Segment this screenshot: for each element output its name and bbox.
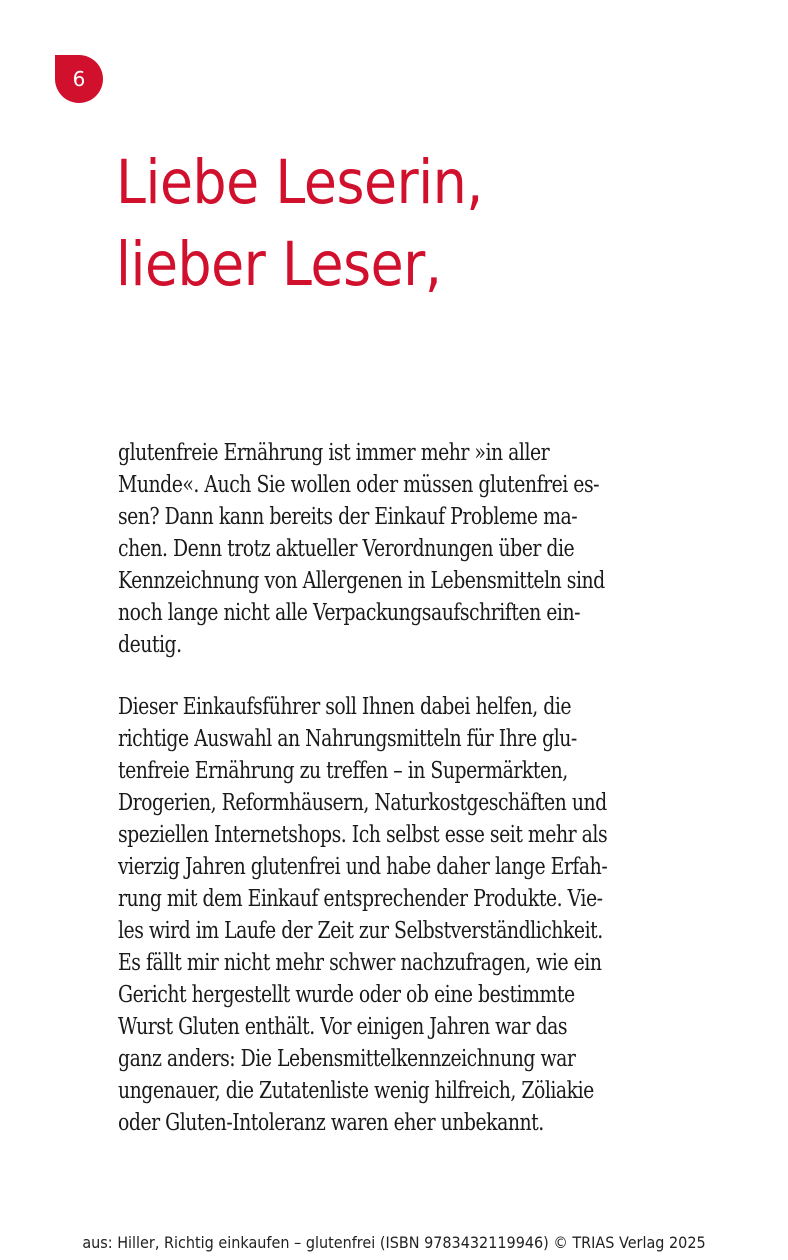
page-title [116,142,483,306]
text-line: vierzig Jahren glutenfrei und habe daher lange Erfah- [118,854,608,880]
text-line: Dieser Einkaufsführer soll Ihnen dabei helfen, die [118,694,572,720]
title-line: Liebe Leserin, [116,147,483,218]
text-line: glutenfreie Ernährung ist immer mehr »in aller [118,440,550,466]
body-text [118,437,718,1169]
paragraph-1 [118,437,718,661]
text-line: ungenauer, die Zutatenliste wenig hilfreich, Zöliakie [118,1078,594,1104]
text-line: deutig. [118,632,182,658]
text-line: ganz anders: Die Lebensmittelkennzeichnung war [118,1046,576,1072]
text-line: rung mit dem Einkauf entsprechender Produkte. Vie- [118,886,603,912]
text-line: Es fällt mir nicht mehr schwer nachzufragen, wie ein [118,950,602,976]
footer-citation: aus: Hiller, Richtig einkaufen – glutenfrei (ISBN 9783432119946) © TRIAS Verlag 2025 [82,1233,706,1252]
text-line: noch lange nicht alle Verpackungsaufschriften ein- [118,600,580,626]
text-line: Gericht hergestellt wurde oder ob eine bestimmte [118,982,575,1008]
text-line: Munde«. Auch Sie wollen oder müssen glutenfrei es- [118,472,600,498]
text-line: sen? Dann kann bereits der Einkauf Probleme ma- [118,504,578,530]
title-line: lieber Leser, [116,229,442,300]
text-line: tenfreie Ernährung zu treffen – in Supermärkten, [118,758,568,784]
text-line: Kennzeichnung von Allergenen in Lebensmitteln sind [118,568,605,594]
text-line: Wurst Gluten enthält. Vor einigen Jahren war das [118,1014,568,1040]
paragraph-2 [118,691,718,1139]
text-line: richtige Auswahl an Nahrungsmitteln für Ihre glu- [118,726,577,752]
text-line: oder Gluten-Intoleranz waren eher unbekannt. [118,1110,544,1136]
text-line: chen. Denn trotz aktueller Verordnungen über die [118,536,575,562]
text-line: les wird im Laufe der Zeit zur Selbstverständlichkeit. [118,918,603,944]
text-line: Drogerien, Reformhäusern, Naturkostgeschäften und [118,790,607,816]
text-line: speziellen Internetshops. Ich selbst esse seit mehr als [118,822,608,848]
page-number-badge: 6 [55,55,103,103]
